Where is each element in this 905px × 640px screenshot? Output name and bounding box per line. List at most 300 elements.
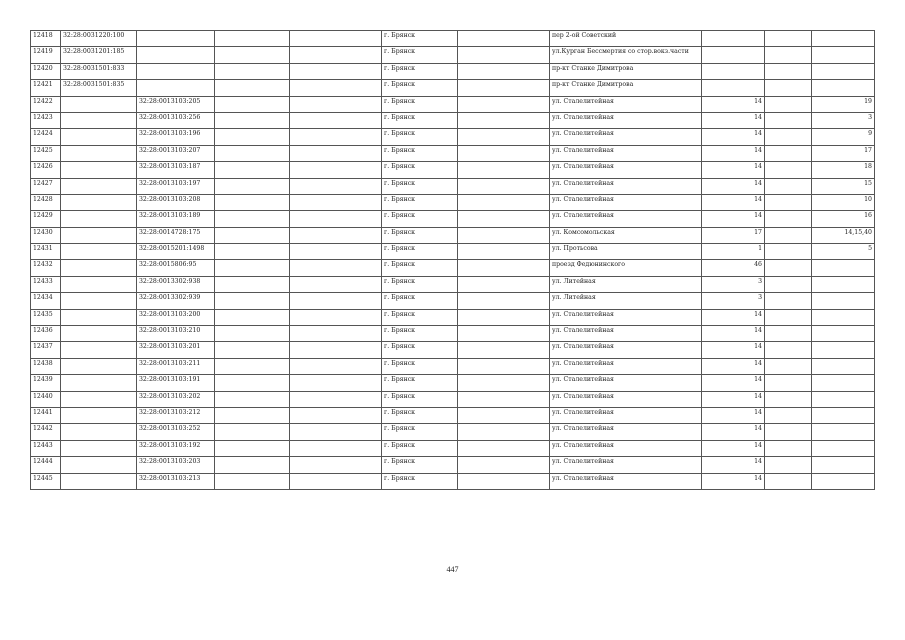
cell-street: ул. Сталелитейная [550, 440, 702, 456]
cell-empty [458, 375, 550, 391]
cell-empty [458, 326, 550, 342]
cell-id: 12439 [31, 375, 61, 391]
cell-old-cad [61, 260, 137, 276]
cell-city: г. Брянск [382, 162, 458, 178]
cell-bld [812, 63, 875, 79]
cell-empty [215, 211, 290, 227]
cell-empty [458, 473, 550, 489]
cell-empty [290, 326, 382, 342]
cell-house [702, 47, 765, 63]
cell-old-cad [61, 391, 137, 407]
cell-id: 12418 [31, 31, 61, 47]
cell-street: пр-кт Станке Димитрова [550, 63, 702, 79]
table-row [31, 473, 875, 489]
cell-empty [290, 457, 382, 473]
cell-empty [215, 391, 290, 407]
cell-empty [290, 309, 382, 325]
cell-street: ул. Сталелитейная [550, 129, 702, 145]
table-row [31, 145, 875, 161]
table-row [31, 178, 875, 194]
cell-street: ул.Курган Бессмертия со стор.вокз.части [550, 47, 702, 63]
cell-empty [765, 309, 812, 325]
table-row [31, 260, 875, 276]
cell-old-cad: 32:28:0031501:833 [61, 63, 137, 79]
cell-city: г. Брянск [382, 358, 458, 374]
table-row [31, 391, 875, 407]
cell-bld: 10 [812, 194, 875, 210]
cell-house: 46 [702, 260, 765, 276]
cell-city: г. Брянск [382, 473, 458, 489]
cell-empty [458, 260, 550, 276]
cell-empty [215, 440, 290, 456]
cell-house [702, 31, 765, 47]
cell-old-cad [61, 457, 137, 473]
cell-bld [812, 260, 875, 276]
cell-bld [812, 31, 875, 47]
cell-empty [215, 227, 290, 243]
table-row [31, 129, 875, 145]
table-row [31, 326, 875, 342]
cell-house: 3 [702, 293, 765, 309]
cell-cad: 32:28:0013103:210 [137, 326, 215, 342]
cell-cad: 32:28:0013103:202 [137, 391, 215, 407]
cell-bld [812, 457, 875, 473]
cell-house: 14 [702, 326, 765, 342]
cell-id: 12423 [31, 112, 61, 128]
cell-empty [290, 424, 382, 440]
table-row [31, 162, 875, 178]
cell-house: 14 [702, 211, 765, 227]
cell-empty [290, 96, 382, 112]
cell-house: 14 [702, 342, 765, 358]
cell-empty [290, 342, 382, 358]
cell-empty [458, 342, 550, 358]
cell-empty [290, 112, 382, 128]
cell-empty [290, 276, 382, 292]
cell-empty [290, 244, 382, 260]
cell-empty [458, 309, 550, 325]
cell-city: г. Брянск [382, 80, 458, 96]
cell-street: ул. Комсомольская [550, 227, 702, 243]
cell-bld [812, 342, 875, 358]
cell-empty [215, 457, 290, 473]
cell-empty [215, 342, 290, 358]
cell-empty [215, 112, 290, 128]
cell-empty [215, 129, 290, 145]
cell-empty [290, 145, 382, 161]
cell-bld [812, 407, 875, 423]
cell-empty [290, 375, 382, 391]
cell-old-cad [61, 276, 137, 292]
table-row [31, 244, 875, 260]
cell-house: 14 [702, 440, 765, 456]
cell-bld [812, 424, 875, 440]
cell-empty [458, 194, 550, 210]
cell-old-cad [61, 424, 137, 440]
cell-empty [765, 96, 812, 112]
cell-empty [290, 260, 382, 276]
cell-empty [215, 80, 290, 96]
cell-empty [215, 358, 290, 374]
cell-id: 12445 [31, 473, 61, 489]
cell-empty [215, 375, 290, 391]
cell-street: пр-кт Станке Димитрова [550, 80, 702, 96]
cell-empty [458, 457, 550, 473]
cell-street: пер 2-ой Советский [550, 31, 702, 47]
cell-cad [137, 63, 215, 79]
cell-old-cad [61, 326, 137, 342]
cell-cad: 32:28:0013103:201 [137, 342, 215, 358]
cell-city: г. Брянск [382, 145, 458, 161]
cell-house: 3 [702, 276, 765, 292]
cell-street: ул. Сталелитейная [550, 194, 702, 210]
cell-cad: 32:28:0013103:252 [137, 424, 215, 440]
cell-id: 12431 [31, 244, 61, 260]
cell-empty [290, 391, 382, 407]
cell-id: 12430 [31, 227, 61, 243]
cell-house: 14 [702, 358, 765, 374]
cell-cad: 32:28:0013103:192 [137, 440, 215, 456]
cell-cad: 32:28:0013103:197 [137, 178, 215, 194]
cell-empty [458, 211, 550, 227]
table-row [31, 342, 875, 358]
cell-empty [458, 407, 550, 423]
cell-house: 14 [702, 391, 765, 407]
table-row [31, 211, 875, 227]
cell-bld: 18 [812, 162, 875, 178]
cell-empty [765, 473, 812, 489]
cell-bld: 16 [812, 211, 875, 227]
cell-empty [765, 293, 812, 309]
table-row [31, 47, 875, 63]
cell-id: 12426 [31, 162, 61, 178]
cell-empty [290, 407, 382, 423]
cell-bld: 5 [812, 244, 875, 260]
cell-house: 14 [702, 309, 765, 325]
cell-house: 17 [702, 227, 765, 243]
cell-street: ул. Сталелитейная [550, 309, 702, 325]
table-row [31, 112, 875, 128]
cell-empty [458, 162, 550, 178]
cell-street: ул. Сталелитейная [550, 407, 702, 423]
cell-cad: 32:28:0013103:207 [137, 145, 215, 161]
cell-cad: 32:28:0013103:189 [137, 211, 215, 227]
cell-city: г. Брянск [382, 342, 458, 358]
cell-id: 12441 [31, 407, 61, 423]
table-row [31, 276, 875, 292]
cell-empty [765, 375, 812, 391]
table-row [31, 63, 875, 79]
cell-empty [290, 358, 382, 374]
cell-city: г. Брянск [382, 424, 458, 440]
cell-bld [812, 326, 875, 342]
cell-empty [765, 342, 812, 358]
table-row [31, 293, 875, 309]
cell-old-cad [61, 145, 137, 161]
cell-house: 14 [702, 473, 765, 489]
cell-street: ул. Сталелитейная [550, 162, 702, 178]
cell-street: ул. Литейная [550, 293, 702, 309]
cell-house: 14 [702, 178, 765, 194]
cell-empty [765, 260, 812, 276]
table-row [31, 31, 875, 47]
cell-empty [765, 424, 812, 440]
cell-empty [765, 244, 812, 260]
cell-cad [137, 31, 215, 47]
cell-street: ул. Сталелитейная [550, 473, 702, 489]
cell-cad: 32:28:0013103:211 [137, 358, 215, 374]
cell-empty [765, 129, 812, 145]
cell-old-cad [61, 440, 137, 456]
cell-empty [215, 178, 290, 194]
cell-empty [458, 47, 550, 63]
cell-house: 14 [702, 96, 765, 112]
cell-street: ул. Сталелитейная [550, 112, 702, 128]
cell-city: г. Брянск [382, 391, 458, 407]
cell-old-cad [61, 293, 137, 309]
cell-old-cad [61, 112, 137, 128]
cell-house: 14 [702, 424, 765, 440]
table-row [31, 227, 875, 243]
cell-cad: 32:28:0013103:200 [137, 309, 215, 325]
cell-city: г. Брянск [382, 293, 458, 309]
cell-street: ул. Сталелитейная [550, 211, 702, 227]
cell-id: 12433 [31, 276, 61, 292]
cell-empty [765, 211, 812, 227]
cell-city: г. Брянск [382, 407, 458, 423]
cell-empty [765, 227, 812, 243]
cell-bld [812, 440, 875, 456]
cell-empty [458, 440, 550, 456]
cell-bld [812, 276, 875, 292]
cell-empty [290, 178, 382, 194]
cell-empty [290, 194, 382, 210]
cell-cad: 32:28:0015201:1498 [137, 244, 215, 260]
cell-old-cad [61, 162, 137, 178]
cell-cad [137, 47, 215, 63]
cell-empty [765, 358, 812, 374]
cell-bld: 15 [812, 178, 875, 194]
cell-street: ул. Сталелитейная [550, 358, 702, 374]
cell-empty [215, 96, 290, 112]
cell-empty [765, 326, 812, 342]
cell-cad [137, 80, 215, 96]
cell-old-cad: 32:28:0031501:835 [61, 80, 137, 96]
cell-cad: 32:28:0013302:939 [137, 293, 215, 309]
cell-street: ул. Сталелитейная [550, 342, 702, 358]
cell-old-cad [61, 342, 137, 358]
cell-city: г. Брянск [382, 31, 458, 47]
table-row [31, 358, 875, 374]
cell-id: 12427 [31, 178, 61, 194]
cell-empty [290, 31, 382, 47]
cell-old-cad [61, 227, 137, 243]
cell-empty [458, 276, 550, 292]
cell-empty [290, 129, 382, 145]
cell-empty [458, 80, 550, 96]
cell-empty [458, 96, 550, 112]
cell-cad: 32:28:0015806:95 [137, 260, 215, 276]
table-row [31, 457, 875, 473]
cell-id: 12425 [31, 145, 61, 161]
cell-id: 12434 [31, 293, 61, 309]
cell-city: г. Брянск [382, 326, 458, 342]
cell-empty [215, 473, 290, 489]
cell-id: 12419 [31, 47, 61, 63]
cell-empty [290, 47, 382, 63]
cell-empty [765, 194, 812, 210]
cell-empty [765, 391, 812, 407]
cell-empty [458, 227, 550, 243]
cell-street: ул. Сталелитейная [550, 375, 702, 391]
cell-empty [765, 407, 812, 423]
cell-empty [215, 31, 290, 47]
cell-city: г. Брянск [382, 112, 458, 128]
cell-city: г. Брянск [382, 457, 458, 473]
cell-cad: 32:28:0013103:256 [137, 112, 215, 128]
cell-house: 1 [702, 244, 765, 260]
cell-empty [458, 293, 550, 309]
table-row [31, 194, 875, 210]
cell-bld: 14,15,40 [812, 227, 875, 243]
cell-id: 12424 [31, 129, 61, 145]
table-row [31, 424, 875, 440]
cell-cad: 32:28:0013103:208 [137, 194, 215, 210]
cell-house: 14 [702, 407, 765, 423]
cell-street: ул. Литейная [550, 276, 702, 292]
registry-table [30, 30, 875, 490]
cell-empty [290, 227, 382, 243]
cell-empty [765, 112, 812, 128]
cell-bld [812, 358, 875, 374]
cell-city: г. Брянск [382, 309, 458, 325]
cell-empty [215, 407, 290, 423]
cell-city: г. Брянск [382, 47, 458, 63]
table-row [31, 440, 875, 456]
cell-empty [290, 440, 382, 456]
cell-old-cad [61, 178, 137, 194]
cell-empty [215, 244, 290, 260]
cell-old-cad [61, 96, 137, 112]
cell-empty [765, 47, 812, 63]
cell-old-cad [61, 473, 137, 489]
cell-empty [215, 326, 290, 342]
cell-old-cad [61, 407, 137, 423]
cell-empty [290, 473, 382, 489]
cell-city: г. Брянск [382, 194, 458, 210]
cell-empty [215, 293, 290, 309]
cell-empty [215, 424, 290, 440]
cell-bld: 3 [812, 112, 875, 128]
cell-id: 12437 [31, 342, 61, 358]
cell-empty [290, 162, 382, 178]
cell-city: г. Брянск [382, 244, 458, 260]
cell-empty [290, 63, 382, 79]
cell-cad: 32:28:0014728:175 [137, 227, 215, 243]
cell-id: 12438 [31, 358, 61, 374]
cell-house: 14 [702, 112, 765, 128]
cell-street: ул. Сталелитейная [550, 391, 702, 407]
cell-cad: 32:28:0013103:191 [137, 375, 215, 391]
cell-empty [765, 457, 812, 473]
cell-house: 14 [702, 145, 765, 161]
page-number: 447 [446, 565, 459, 574]
cell-empty [458, 145, 550, 161]
cell-old-cad [61, 309, 137, 325]
cell-empty [765, 276, 812, 292]
cell-empty [458, 244, 550, 260]
cell-city: г. Брянск [382, 96, 458, 112]
cell-city: г. Брянск [382, 178, 458, 194]
cell-city: г. Брянск [382, 440, 458, 456]
cell-id: 12420 [31, 63, 61, 79]
cell-empty [458, 391, 550, 407]
cell-empty [765, 162, 812, 178]
cell-empty [458, 424, 550, 440]
table-row [31, 407, 875, 423]
cell-house: 14 [702, 194, 765, 210]
cell-empty [765, 145, 812, 161]
cell-old-cad [61, 375, 137, 391]
cell-cad: 32:28:0013103:213 [137, 473, 215, 489]
cell-house: 14 [702, 457, 765, 473]
cell-cad: 32:28:0013103:187 [137, 162, 215, 178]
table-body [31, 31, 875, 490]
cell-id: 12421 [31, 80, 61, 96]
cell-empty [458, 129, 550, 145]
cell-id: 12443 [31, 440, 61, 456]
cell-street: проезд Федюнинского [550, 260, 702, 276]
cell-empty [215, 309, 290, 325]
cell-empty [290, 293, 382, 309]
cell-id: 12428 [31, 194, 61, 210]
table-row [31, 96, 875, 112]
cell-bld [812, 309, 875, 325]
table-row [31, 375, 875, 391]
cell-empty [765, 31, 812, 47]
cell-empty [215, 63, 290, 79]
cell-old-cad [61, 194, 137, 210]
cell-id: 12440 [31, 391, 61, 407]
cell-empty [215, 260, 290, 276]
cell-old-cad: 32:28:0031220:100 [61, 31, 137, 47]
cell-empty [215, 194, 290, 210]
cell-empty [215, 276, 290, 292]
cell-id: 12432 [31, 260, 61, 276]
cell-street: ул. Сталелитейная [550, 178, 702, 194]
cell-street: ул. Сталелитейная [550, 424, 702, 440]
cell-house [702, 63, 765, 79]
cell-street: ул. Сталелитейная [550, 457, 702, 473]
cell-id: 12429 [31, 211, 61, 227]
cell-bld [812, 47, 875, 63]
cell-city: г. Брянск [382, 375, 458, 391]
document-sheet [30, 30, 875, 490]
cell-old-cad: 32:28:0031201:185 [61, 47, 137, 63]
table-row [31, 80, 875, 96]
cell-old-cad [61, 358, 137, 374]
cell-street: ул. Сталелитейная [550, 326, 702, 342]
cell-city: г. Брянск [382, 211, 458, 227]
cell-city: г. Брянск [382, 260, 458, 276]
cell-empty [765, 63, 812, 79]
cell-empty [765, 178, 812, 194]
cell-house: 14 [702, 129, 765, 145]
cell-empty [458, 178, 550, 194]
cell-id: 12436 [31, 326, 61, 342]
cell-cad: 32:28:0013302:938 [137, 276, 215, 292]
cell-cad: 32:28:0013103:203 [137, 457, 215, 473]
